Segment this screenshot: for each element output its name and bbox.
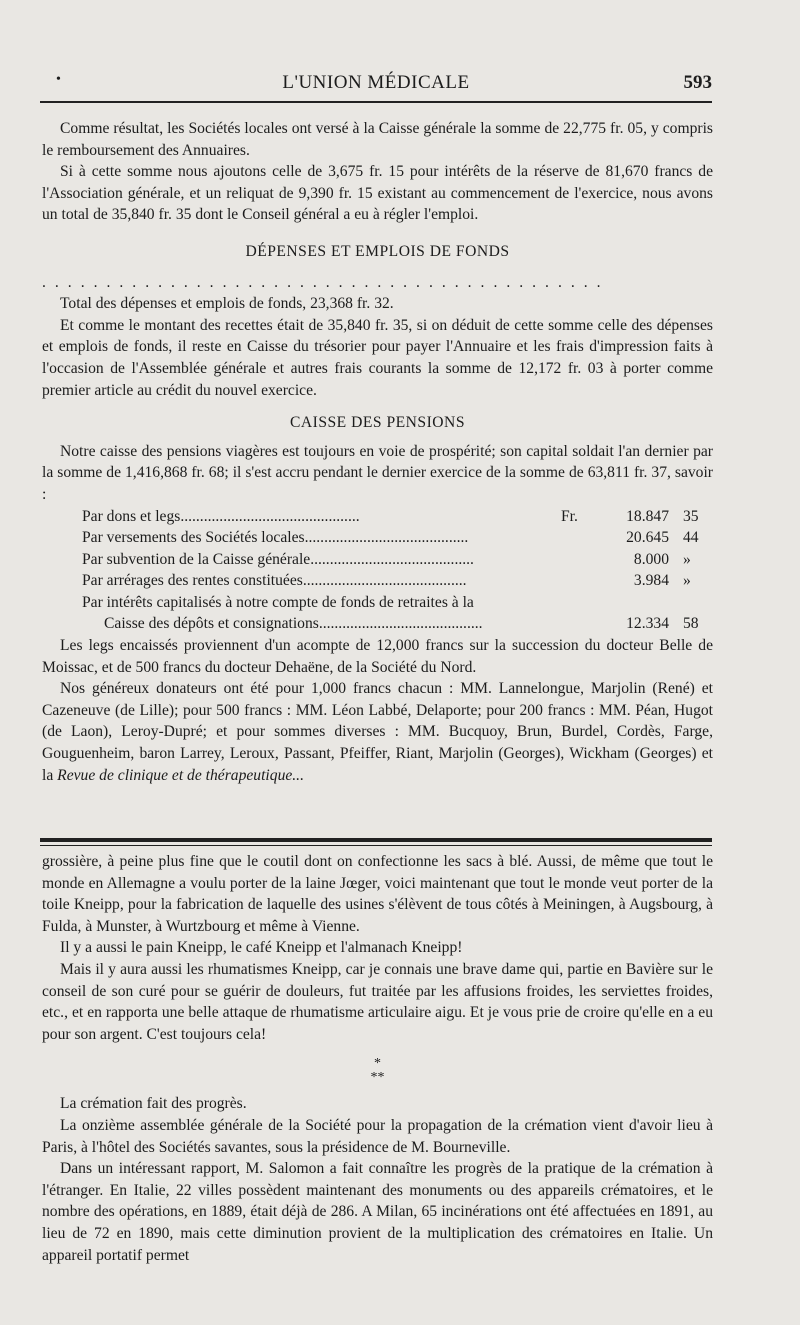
paragraph: Mais il y aura aussi les rhumatismes Kneipp, car je connais une brave dame qui, partie en Bavière sur le conseil de son curé pour se guérir de douleurs, fut traitée par les affusions froides, les serviettes froides, etc., et en rapporta une belle attaque de rhumatisme articulaire aigu. Et je vous prie de croire qu'elle en a eu pour son argent. C'est toujours cela! [42,960,713,1043]
section-heading-expenses: DÉPENSES ET EMPLOIS DE FONDS [245,242,510,260]
asterism: * ** [370,1056,385,1086]
list-item: Par subvention de la Caisse générale.......................................... 8.000 » [82,550,691,568]
section-separator-thick [40,838,712,842]
section-heading-pensions: CAISSE DES PENSIONS [289,414,465,432]
pension-receipts-list [82,506,713,636]
paragraph: Et comme le montant des recettes était de 35,840 fr. 35, si on déduit de cette somme celle des dépenses et emplois de fonds, il reste en Caisse du trésorier pour payer l'Annuaire et les frais d'impression faits à l'occasion de l'Assemblée générale et autres frais courants la somme de 12,172 fr. 03 à porter comme premier article au crédit du nouvel exercice. [42,316,713,399]
paragraph-donors: Nos généreux donateurs ont été pour 1,000 francs chacun : MM. Lannelongue, Marjolin (René) et Cazeneuve (de Lille); pour 500 francs : MM. Léon Labbé, Delaporte; pour 200 francs : MM. Péan, Hugot (de Laon), Leroy-Dupré; et pour sommes diverses : MM. Bucquoy, Brun, Burdel, Cordès, Farge, Gouguenheim, baron Larrey, Leroux, Passant, Pfeiffer, Riant, Marjolin (Georges), Wickham (Georges) et la Revue de clinique et de thérapeutique... [42,680,713,784]
paragraph: Si à cette somme nous ajoutons celle de 3,675 fr. 15 pour intérêts de la réserve de 81,670 francs de l'Association générale, et un reliquat de 9,390 fr. 15 existant au commencement de l'exercice, nous avons un total de 35,840 fr. 35 dont le Conseil général a eu à régler l'emploi. [42,163,713,224]
journal-title: L'UNION MÉDICALE [282,72,470,93]
paragraph: La crémation fait des progrès. [60,1095,247,1113]
top-section [42,118,713,786]
list-item-continuation: Caisse des dépôts et consignations.......................................... 12.334 58 [104,615,699,633]
header-mark: • [56,72,61,87]
total-line: Total des dépenses et emplois de fonds, 23,368 fr. 32. [60,295,394,313]
list-item: Par arrérages des rentes constituées.......................................... 3.984 » [82,572,691,590]
list-item: Par intérêts capitalisés à notre compte de fonds de retraites à la [82,593,474,611]
paragraph: Comme résultat, les Sociétés locales ont versé à la Caisse générale la somme de 22,775 fr. 05, y compris le remboursement des Annuaires. [42,120,713,159]
bottom-section [42,851,713,1266]
paragraph: Il y a aussi le pain Kneipp, le café Kneipp et l'almanach Kneipp! [60,939,463,957]
journal-name: Revue de clinique et de thérapeutique... [57,766,304,784]
list-item: Par versements des Sociétés locales.......................................... 20.645 44 [82,529,699,547]
paragraph: Notre caisse des pensions viagères est toujours en voie de prospérité; son capital soldait l'an dernier par la somme de 1,416,868 fr. 68; il s'est accru pendant le dernier exercice de la somme de 63,811 fr. 37, savoir : [42,442,713,503]
paragraph: La onzième assemblée générale de la Société pour la propagation de la crémation vient d'avoir lieu à Paris, à l'hôtel des Sociétés savantes, sous la présidence de M. Bourneville. [42,1116,713,1156]
list-item: Par dons et legs.............................................. Fr. 18.847 35 [82,507,699,525]
running-header [40,66,712,102]
paragraph: grossière, à peine plus fine que le coutil dont on confectionne les sacs à blé. Aussi, de même que tout le monde en Allemagne a voulu porter de la laine Jœger, voici maintenant que tout le monde veut porter de la toile Kneipp, pour la fabrication de laquelle des usines s'élèvent de tous côtés à Meiningen, à Augsbourg, à Fulda, à Munster, à Wurtzbourg et même à Vienne. [42,853,713,935]
omission-dots: ............................................ [42,273,610,291]
page-number: 593 [683,72,712,93]
header-rule [40,101,712,103]
paragraph: Dans un intéressant rapport, M. Salomon a fait connaître les progrès de la pratique de la crémation à l'étranger. En Italie, 22 villes possèdent maintenant des monuments ou des appareils crématoires, et le nombre des opérations, en 1889, était déjà de 286. A Milan, 65 incinérations ont été affectuées en 1891, au lieu de 72 en 1890, mais cette diminution provient de la multiplication des crématoires en Italie. Un appareil portatif permet [42,1160,713,1264]
paragraph: Les legs encaissés proviennent d'un acompte de 12,000 francs sur la succession du docteur Belle de Moissac, et de 500 francs du docteur Dehaëne, de la Société du Nord. [42,637,713,676]
section-separator-thin [40,845,712,846]
